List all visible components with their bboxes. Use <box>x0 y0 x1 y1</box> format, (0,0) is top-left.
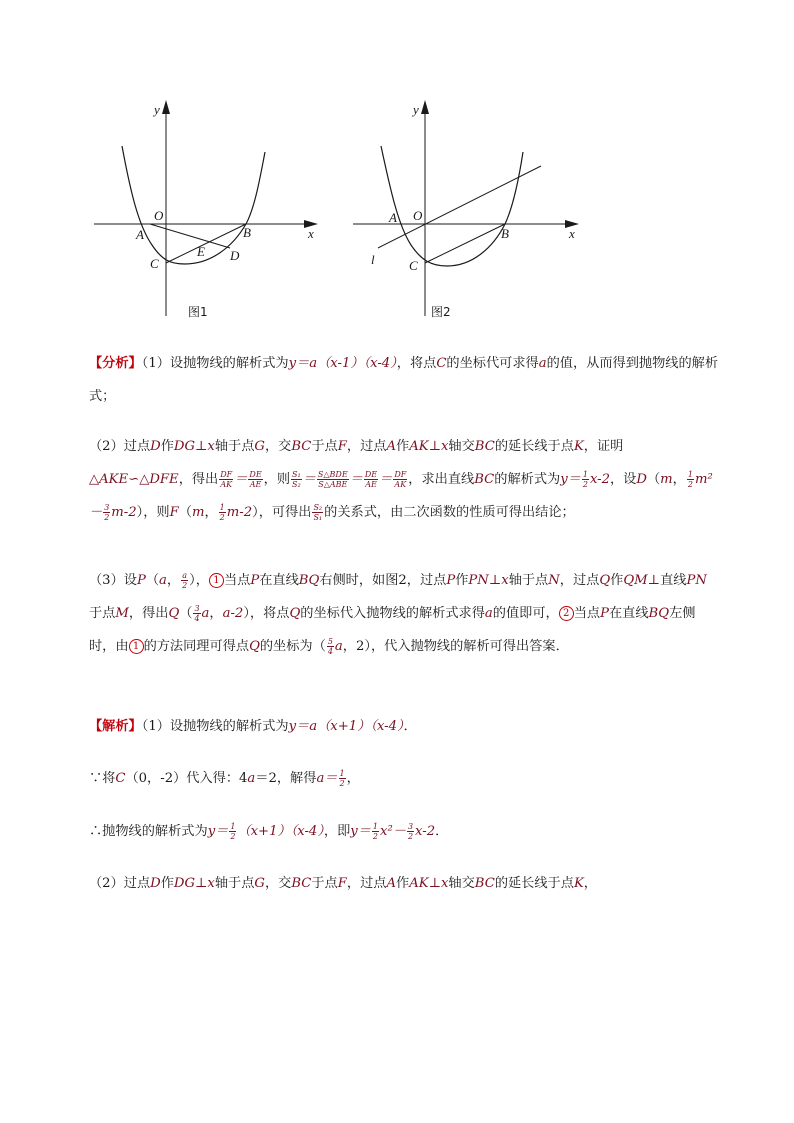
analysis-part-3: （3）设P（a， $\frac{a}{2}$ ）， 1 当点P在直线BQ右侧时，如图2，过点P作PN⊥x轴于点N，过点Q作QM⊥直线PN于点M，得出Q（ $\frac{3}{4}$ a，a-2），将点Q的坐标代入抛物线的解析式求得a的值即可， 2 当点P在直线BQ左侧时，由 1 的方法同理可得点Q的坐标为（ $\frac{5}{4}$ a，2），代入抛物线的解析可得出答案． <box>89 571 707 656</box>
label-l: l <box>371 252 375 267</box>
parabola <box>122 146 265 264</box>
label-E: E <box>197 244 205 259</box>
solution-part-1: 【解析】（1）设抛物线的解析式为y＝a（x+1）（x-4）． <box>89 719 417 734</box>
segment-CB <box>425 224 505 263</box>
solution-part-4: （2）过点D作DG⊥x轴于点G，交BC于点F，过点A作AK⊥x轴交BC的延长线于点K， <box>89 876 597 891</box>
parabola <box>381 146 523 266</box>
label-y: y <box>154 102 160 117</box>
figure-1-caption: 图1 <box>188 305 208 319</box>
solution-tag: 【解析】 <box>89 719 142 734</box>
analysis-part-2: （2）过点D作DG⊥x轴于点G，交BC于点F，过点A作AK⊥x轴交BC的延长线于点K，证明△AKE∽△DFE，得出 $\frac{DF}{AK}$ ＝ $\frac{DE}{AE}$ ，则 $\frac{\text{S₁}}{\text{S₂}}$ ＝ S△BDE S△ABE ＝ $\frac{DE}{AE}$ ＝ $\frac{DF}{AK}$ ，求出直线BC的解析式为y＝ $\frac{1}{2}$ x-2，设D（m， $\frac{1}{2}$ m²－ $\frac{3}{2}$ m-2），则F（m， $\frac{1}{2}$ m-2），可得出 $\frac{\text{S₂}}{\text{S₁}}$ 的关系式，由二次函数的性质可得出结论； <box>89 439 713 522</box>
circled-number-1: 1 <box>129 639 144 654</box>
figure-1-graph <box>90 98 330 328</box>
fraction: $\frac{1}{2}$ <box>687 470 693 489</box>
analysis-part-1: 【分析】（1）设抛物线的解析式为y＝a（x-1）（x-4），将点C的坐标代可求得a的值，从而得到抛物线的解析式； <box>89 356 719 404</box>
solution-part-2: ∵将C（0，-2）代入得：4a＝2，解得a＝ $\frac{1}{2}$ ， <box>89 769 360 788</box>
label-A: A <box>389 210 397 225</box>
circled-number-2: 2 <box>559 606 574 621</box>
label-O: O <box>413 208 423 223</box>
figure-2-caption: 图2 <box>431 305 451 319</box>
fraction: $\frac{DF}{AK}$ <box>220 470 233 489</box>
fraction: $\frac{\text{S₁}}{\text{S₂}}$ <box>292 470 301 489</box>
label-C: C <box>409 258 418 273</box>
label-D: D <box>230 248 240 263</box>
fraction: $\frac{a}{2}$ <box>182 571 188 590</box>
segment-AD <box>150 224 230 248</box>
label-y: y <box>413 102 419 117</box>
y-axis-arrow <box>162 100 170 114</box>
solution-part-3: ∴抛物线的解析式为y＝ $\frac{1}{2}$ （x+1）（x-4），即y＝ $\frac{1}{2}$ x²－ $\frac{3}{2}$ x-2． <box>89 822 449 841</box>
figure-1 <box>90 98 330 328</box>
fraction: S△BDE S△ABE <box>317 470 348 489</box>
figure-2-graph <box>345 98 595 328</box>
y-axis-arrow <box>421 100 429 114</box>
line-l <box>378 166 541 248</box>
fraction: $\frac{3}{2}$ <box>407 822 414 841</box>
fraction: $\frac{1}{2}$ <box>230 822 236 841</box>
label-O: O <box>154 208 164 223</box>
label-x: x <box>569 226 575 241</box>
label-B: B <box>243 225 251 240</box>
fraction: $\frac{1}{2}$ <box>582 470 588 489</box>
fraction: $\frac{DF}{AK}$ <box>394 470 407 489</box>
fraction: $\frac{DE}{AE}$ <box>249 470 262 489</box>
fraction: $\frac{1}{2}$ <box>372 822 379 841</box>
fraction: $\frac{1}{2}$ <box>339 769 345 788</box>
fraction: $\frac{5}{4}$ <box>327 637 333 656</box>
fraction: $\frac{DE}{AE}$ <box>364 470 378 489</box>
figure-2 <box>345 98 595 328</box>
analysis-tag: 【分析】 <box>89 356 142 371</box>
circled-number-1: 1 <box>209 573 224 588</box>
label-C: C <box>150 256 159 271</box>
fraction: $\frac{1}{2}$ <box>219 503 225 522</box>
label-x: x <box>308 226 314 241</box>
label-A: A <box>136 227 144 242</box>
fraction: $\frac{3}{4}$ <box>194 604 200 623</box>
label-B: B <box>501 226 509 241</box>
fraction: $\frac{\text{S₂}}{\text{S₁}}$ <box>313 503 323 522</box>
fraction: $\frac{3}{2}$ <box>104 503 110 522</box>
